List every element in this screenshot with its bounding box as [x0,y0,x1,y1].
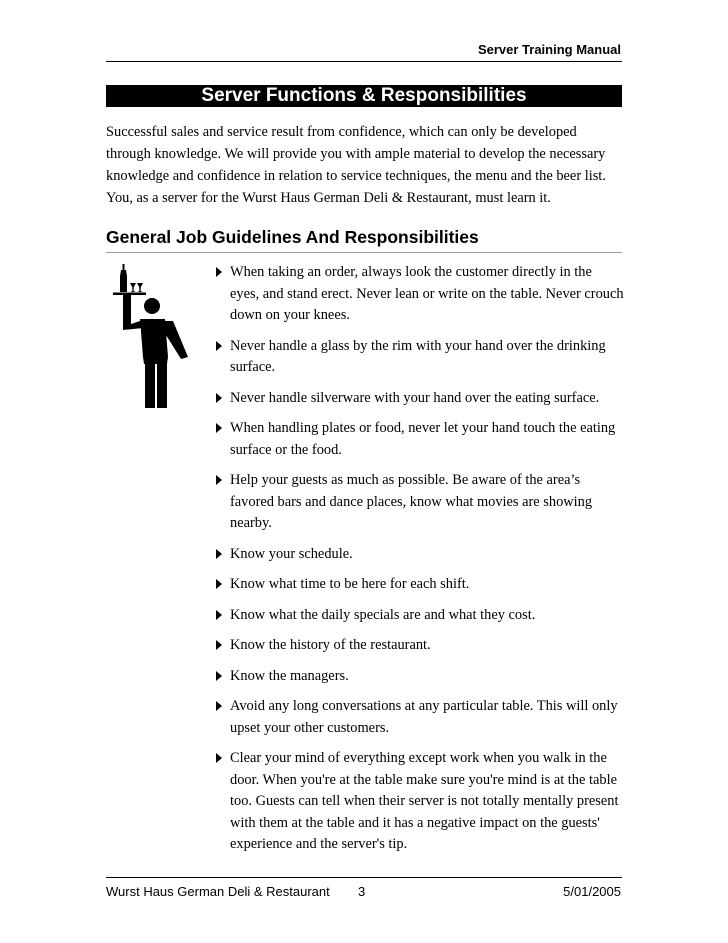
triangle-bullet-icon [214,752,224,764]
triangle-bullet-icon [214,670,224,682]
triangle-bullet-icon [214,609,224,621]
section-rule [106,252,622,253]
intro-line: through knowledge. We will provide you with ample material to develop the necessary [106,146,606,162]
footer-rule [106,877,622,878]
triangle-bullet-icon [214,578,224,590]
list-item-text: Know the managers. [230,667,349,684]
list-item [212,336,628,379]
footer-page-number: 3 [358,884,366,899]
list-item-text: experience and the server's tip. [230,836,408,852]
triangle-bullet-icon [214,548,224,560]
intro-line: Successful sales and service result from confidence, which can only be developed [106,124,577,140]
title-banner [106,85,622,107]
list-item-text: Never handle a glass by the rim with your hand over the drinking [230,337,606,354]
list-item-text: Know what time to be here for each shift. [230,576,470,592]
list-item-text: with them at the table and it has a negative impact on the guests' [230,814,600,831]
triangle-bullet-icon [214,700,224,712]
list-item-text: upset your other customers. [230,719,390,736]
list-item-text: door. When you're at the table make sure you're mind is at the table [230,771,617,788]
list-item [212,635,628,657]
list-item-text: When handling plates or food, never let your hand touch the eating [230,420,616,436]
list-item [212,666,628,688]
guidelines-list [212,262,628,865]
triangle-bullet-icon [214,474,224,486]
footer-date: 5/01/2005 [563,884,621,899]
list-item-text: Know your schedule. [230,545,353,562]
intro-paragraph [106,121,622,209]
list-item-text: nearby. [230,515,272,531]
waiter-with-tray-icon [108,264,192,410]
list-item-text: Know what the daily specials are and what they cost. [230,606,536,623]
list-item-text: Never handle silverware with your hand over the eating surface. [230,389,600,406]
section-heading: General Job Guidelines And Responsibilities [106,227,479,247]
triangle-bullet-icon [214,266,224,278]
list-item [212,470,628,535]
list-item [212,418,628,461]
triangle-bullet-icon [214,392,224,404]
list-item-text: down on your knees. [230,307,350,323]
list-item [212,748,628,856]
list-item-text: surface. [230,359,276,375]
list-item [212,388,628,410]
banner-title: Server Functions & Responsibilities [201,85,527,106]
triangle-bullet-icon [214,422,224,434]
list-item [212,605,628,627]
list-item-text: When taking an order, always look the customer directly in the [230,264,592,280]
list-item-text: eyes, and stand erect. Never lean or write on the table. Never crouch [230,285,624,302]
list-item-text: surface or the food. [230,441,342,458]
list-item-text: Know the history of the restaurant. [230,637,431,653]
list-item [212,574,628,596]
triangle-bullet-icon [214,639,224,651]
triangle-bullet-icon [214,340,224,352]
list-item-text: Avoid any long conversations at any particular table. This will only [230,698,618,714]
list-item-text: favored bars and dance places, know what movies are showing [230,493,593,510]
intro-line: You, as a server for the Wurst Haus German Deli & Restaurant, must learn it. [106,190,551,206]
list-item [212,262,628,327]
list-item [212,696,628,739]
list-item-text: Help your guests as much as possible. Be aware of the area’s [230,472,581,488]
intro-line: knowledge and confidence in relation to service techniques, the menu and the beer list. [106,168,606,184]
list-item-text: Clear your mind of everything except work when you walk in the [230,750,607,766]
header-rule [106,61,622,62]
page-header-title: Server Training Manual [477,42,621,57]
list-item-text: too. Guests can tell when their server is not totally mentally present [230,793,619,809]
list-item [212,544,628,566]
footer-restaurant-name: Wurst Haus German Deli & Restaurant [106,884,330,899]
